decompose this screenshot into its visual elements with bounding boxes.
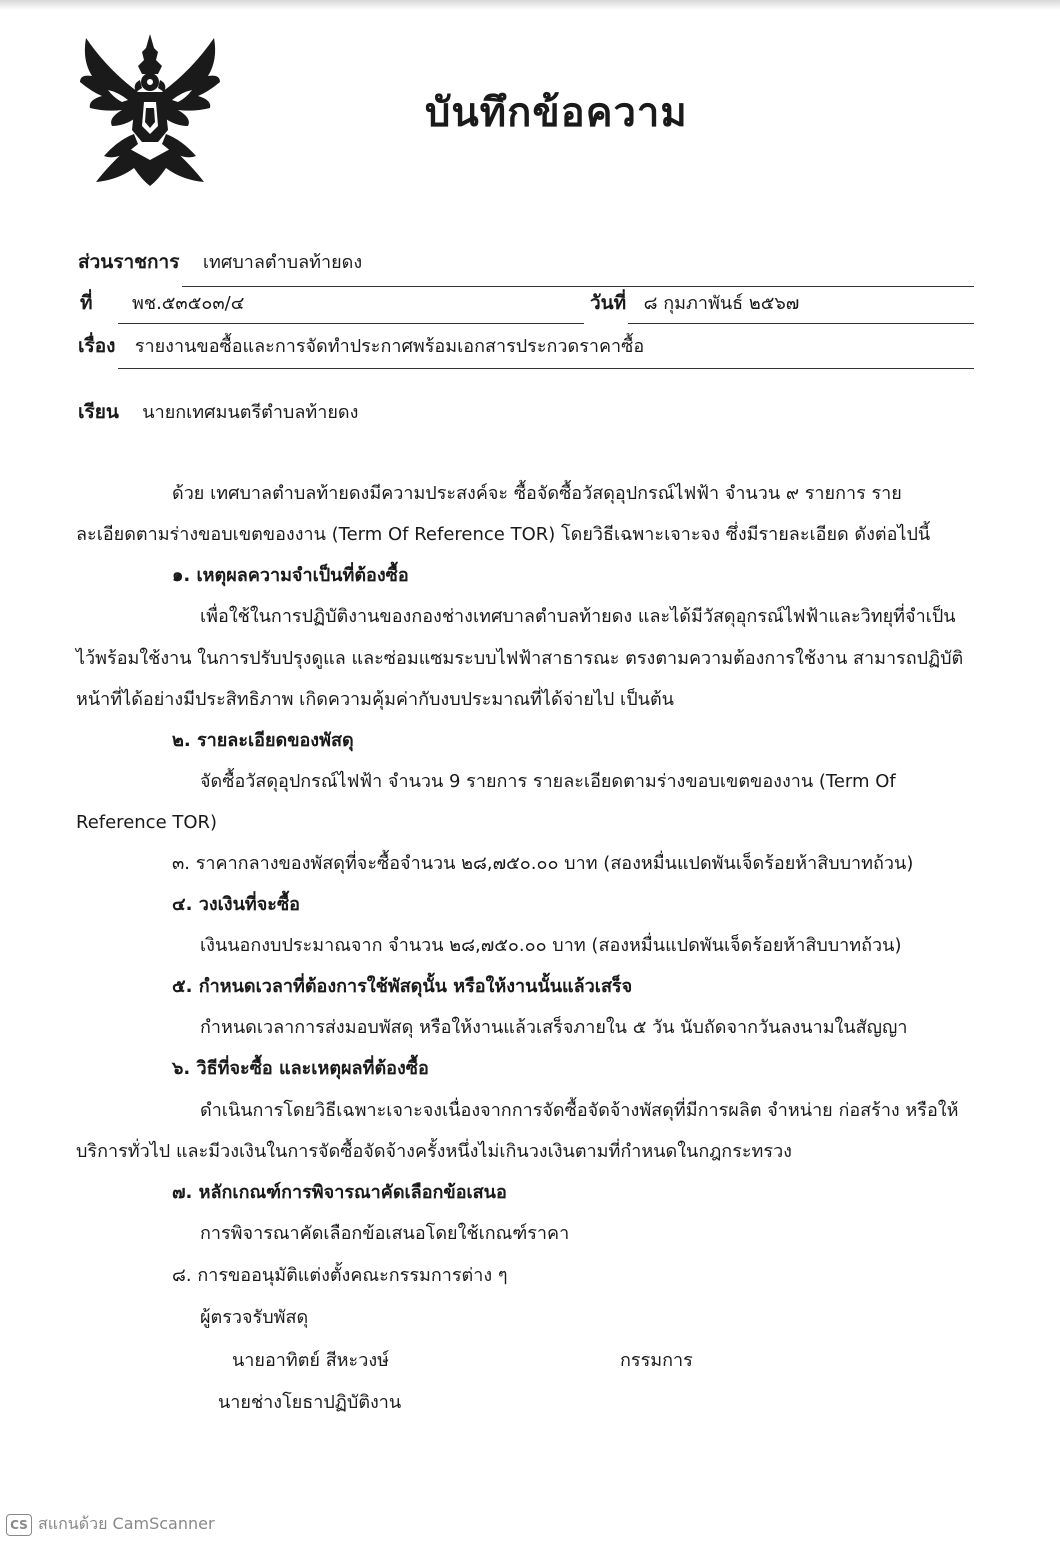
section-4-line: เงินนอกงบประมาณจาก จำนวน ๒๘,๗๕๐.๐๐ บาท (สองหมื่นแปดพันเจ็ดร้อยห้าสิบบาทถ้วน) [200,935,902,956]
date-label: วันที่ [590,292,627,314]
section-5-heading: ๕. กำหนดเวลาที่ต้องการใช้พัสดุนั้น หรือให้งานนั้นแล้วเสร็จ [172,976,633,997]
agency-value: เทศบาลตำบลท้ายดง [202,252,363,273]
section-4-heading: ๔. วงเงินที่จะซื้อ [172,894,300,915]
section-8-heading: ๘. การขออนุมัติแต่งตั้งคณะกรรมการต่าง ๆ [172,1265,508,1286]
section-7-heading: ๗. หลักเกณฑ์การพิจารณาคัดเลือกข้อเสนอ [172,1182,507,1203]
camscanner-text: สแกนด้วย CamScanner [38,1514,215,1533]
ref-value: พช.๕๓๕๐๓/๔ [132,293,245,314]
section-6-line-1: ดำเนินการโดยวิธีเฉพาะเจาะจงเนื่องจากการจัดซื้อจัดจ้างพัสดุที่มีการผลิต จำหน่าย ก่อสร้าง หรือให้ [200,1100,959,1121]
section-5-line: กำหนดเวลาการส่งมอบพัสดุ หรือให้งานแล้วเสร็จภายใน ๕ วัน นับถัดจากวันลงนามในสัญญา [200,1017,908,1038]
agency-label: ส่วนราชการ [78,251,180,273]
intro-line-2: ละเอียดตามร่างขอบเขตของงาน (Term Of Reference TOR) โดยวิธีเฉพาะเจาะจง ซึ่งมีรายละเอียด ดังต่อไปนี้ [76,524,931,545]
agency-row [78,247,362,277]
ref-row [80,288,244,318]
section-1-line-2: ไว้พร้อมใช้งาน ในการปรับปรุงดูแล และซ่อมแซมระบบไฟฟ้าสาธารณะ ตรงตามความต้องการใช้งาน สามารถปฏิบัติ [76,648,964,669]
subject-row [78,331,644,361]
salutation-row [78,397,358,427]
camscanner-icon: CS [6,1514,32,1536]
intro-line-1: ด้วย เทศบาลตำบลท้ายดงมีความประสงค์จะ ซื้อจัดซื้อวัสดุอุปกรณ์ไฟฟ้า จำนวน ๙ รายการ ราย [172,483,902,504]
subject-label: เรื่อง [78,335,116,357]
scan-edge [0,0,1060,10]
date-row [590,288,799,318]
ref-rule [118,323,584,324]
section-8-sub: ผู้ตรวจรับพัสดุ [200,1307,309,1328]
date-rule [628,323,974,324]
date-value: ๘ กุมภาพันธ์ ๒๕๖๗ [643,293,800,314]
ref-label: ที่ [80,292,93,314]
salutation-value: นายกเทศมนตรีตำบลท้ายดง [142,402,359,423]
section-3-line: ๓. ราคากลางของพัสดุที่จะซื้อจำนวน ๒๘,๗๕๐.๐๐ บาท (สองหมื่นแปดพันเจ็ดร้อยห้าสิบบาทถ้วน) [172,853,914,874]
section-2-line-1: จัดซื้อวัสดุอุปกรณ์ไฟฟ้า จำนวน 9 รายการ รายละเอียดตามร่างขอบเขตของงาน (Term Of [200,771,896,792]
committee-position: นายช่างโยธาปฏิบัติงาน [218,1392,402,1413]
document-title: บันทึกข้อความ [425,90,688,136]
section-6-heading: ๖. วิธีที่จะซื้อ และเหตุผลที่ต้องซื้อ [172,1058,429,1079]
section-6-line-2: บริการทั่วไป และมีวงเงินในการจัดซื้อจัดจ้างครั้งหนึ่งไม่เกินวงเงินตามที่กำหนดในกฎกระทรวง [76,1141,792,1162]
section-7-line: การพิจารณาคัดเลือกข้อเสนอโดยใช้เกณฑ์ราคา [200,1223,570,1244]
section-2-line-2: Reference TOR) [76,812,218,833]
camscanner-footer [6,1512,215,1537]
agency-rule [182,286,974,287]
garuda-emblem-icon [78,30,223,188]
section-1-heading: ๑. เหตุผลความจำเป็นที่ต้องซื้อ [172,565,409,586]
subject-rule [118,368,974,369]
section-1-line-1: เพื่อใช้ในการปฏิบัติงานของกองช่างเทศบาลตำบลท้ายดง และได้มีวัสดุอุกรณ์ไฟฟ้าและวิทยุที่จำเป็น [200,606,956,627]
committee-role: กรรมการ [620,1350,693,1371]
subject-value: รายงานขอซื้อและการจัดทำประกาศพร้อมเอกสารประกวดราคาซื้อ [134,336,645,357]
salutation-label: เรียน [78,401,119,423]
committee-name: นายอาทิตย์ สีหะวงษ์ [232,1350,389,1371]
section-2-heading: ๒. รายละเอียดของพัสดุ [172,730,354,751]
section-1-line-3: หน้าที่ได้อย่างมีประสิทธิภาพ เกิดความคุ้มค่ากับงบประมาณที่ได้จ่ายไป เป็นต้น [76,689,674,710]
